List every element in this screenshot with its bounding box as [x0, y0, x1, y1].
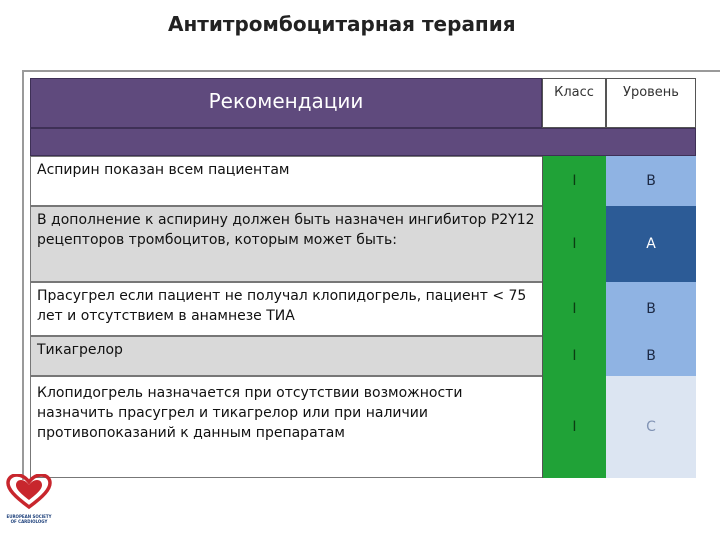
class-cell: I — [542, 376, 606, 478]
class-cell: I — [542, 156, 606, 206]
row-text: Тикагрелор — [37, 342, 123, 358]
level-cell: B — [606, 282, 696, 336]
level-cell: C — [606, 376, 696, 478]
header-level: Уровень — [606, 78, 696, 128]
header-spacer-band — [30, 128, 696, 156]
esc-logo — [4, 474, 54, 536]
table-row — [30, 376, 542, 478]
logo-text: EUROPEAN SOCIETY OF CARDIOLOGY — [6, 514, 52, 524]
level-cell: B — [606, 156, 696, 206]
class-cell: I — [542, 336, 606, 376]
row-text: Аспирин показан всем пациентам — [37, 162, 290, 178]
heart-icon — [4, 474, 54, 510]
class-cell: I — [542, 282, 606, 336]
page-title: Антитромбоцитарная терапия — [168, 12, 516, 36]
row-text: Прасугрел если пациент не получал клопидогрель, пациент < 75 лет и отсутствием в анамнезе ТИА — [37, 288, 527, 324]
table-row — [30, 282, 542, 336]
table-row — [30, 336, 542, 376]
level-cell: B — [606, 336, 696, 376]
table-row — [30, 156, 542, 206]
frame-top-line — [22, 70, 720, 72]
header-recommendations: Рекомендации — [30, 78, 542, 128]
header-class: Класс — [542, 78, 606, 128]
table-row — [30, 206, 542, 282]
row-text: В дополнение к аспирину должен быть назначен ингибитор P2Y12 рецепторов тромбоцитов, которым может быть: — [37, 212, 535, 248]
recommendations-table — [30, 78, 696, 478]
frame-left-line — [22, 70, 24, 480]
level-cell: A — [606, 206, 696, 282]
class-cell: I — [542, 206, 606, 282]
row-text: Клопидогрель назначается при отсутствии возможности назначить прасугрел и тикагрелор или при наличии противопоказаний к данным препаратам — [37, 385, 463, 441]
